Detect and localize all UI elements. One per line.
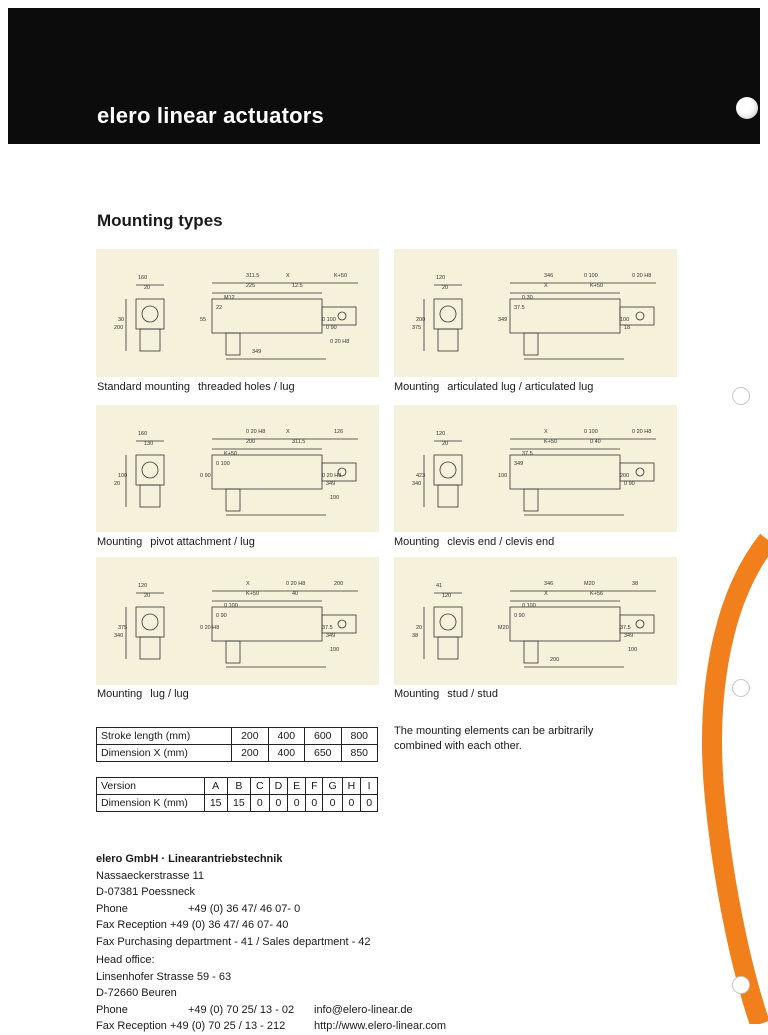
dimension-label: 38 (632, 581, 639, 587)
table-cell: E (288, 778, 306, 795)
drawing-housing (510, 299, 620, 333)
technical-drawing (96, 405, 379, 532)
dimension-label: 100 (628, 647, 638, 653)
dimension-label: 55 (200, 317, 207, 323)
drawing-end-view (136, 607, 164, 637)
dimension-label: 311.5 (292, 439, 306, 445)
dimension-label: 0 90 (514, 613, 525, 619)
drawing-motor (438, 485, 458, 507)
dimension-label: 0 20 H8 (246, 429, 266, 435)
table-cell: 400 (268, 745, 304, 762)
company-fax: Fax Reception +49 (0) 36 47/ 46 07- 40 (96, 919, 289, 931)
dimension-label: 0 100 (584, 429, 598, 435)
dimension-label: 120 (436, 275, 446, 281)
table-row (97, 728, 378, 745)
phone-label: Phone (96, 902, 128, 915)
drawing-motor-side (524, 489, 538, 511)
diagram-lug-lug (96, 557, 379, 685)
dimension-label: 0 20 H8 (200, 625, 220, 631)
caption-stud-stud: Mounting stud / stud (394, 688, 499, 700)
company-street: Nassaeckerstrasse 11 (96, 869, 205, 882)
phone-label: Phone (96, 1003, 128, 1016)
dimension-label: 0 30 (522, 295, 533, 301)
table-cell: H (342, 778, 361, 795)
drawing-motor-side (524, 333, 538, 355)
page-title: Mounting types (97, 211, 223, 230)
punch-hole-icon (732, 976, 750, 994)
head-office-fax: Fax Reception +49 (0) 70 25 / 13 - 212 (96, 1020, 286, 1032)
diagram-pivot-attachment (96, 405, 379, 532)
company-address (96, 851, 371, 950)
dimension-label: 200 (620, 473, 630, 479)
dimension-label: 423 (416, 473, 426, 479)
dimension-label: 130 (144, 441, 154, 447)
dimension-label: 349 (498, 317, 508, 323)
head-office-phone: +49 (0) 70 25/ 13 - 02 (188, 1003, 295, 1016)
dimension-label: 120 (442, 593, 452, 599)
dimension-label: 0 100 (216, 461, 230, 467)
table-row (97, 795, 378, 812)
punch-hole-icon (732, 387, 750, 405)
dimension-label: 38 (412, 633, 419, 639)
dimension-label: 126 (334, 429, 344, 435)
dimension-label: 225 (246, 283, 256, 289)
dimension-label: 100 (330, 647, 340, 653)
dimension-label: 30 (118, 317, 125, 323)
dimension-label: 12.5 (292, 283, 303, 289)
dimension-label: 346 (544, 581, 554, 587)
drawing-end-view (434, 299, 462, 329)
drawing-bore (440, 462, 456, 478)
header-title: elero linear actuators (97, 103, 324, 128)
dimension-label: 20 (416, 625, 423, 631)
header-banner (8, 8, 760, 144)
dimension-label: 20 (144, 285, 151, 291)
table-cell: 0 (361, 795, 378, 812)
dimension-label: 349 (326, 633, 336, 639)
diagram-standard-mounting (96, 249, 379, 377)
dimension-label: 37.5 (522, 451, 533, 457)
drawing-motor (438, 329, 458, 351)
dimension-label: X (286, 429, 290, 435)
dimension-label: 20 (114, 481, 121, 487)
dimension-label: 346 (544, 273, 554, 279)
dimension-label: M12 (224, 295, 235, 301)
drawing-bore (142, 306, 158, 322)
punch-hole-icon (736, 97, 758, 119)
table-cell: 600 (305, 728, 341, 745)
drawing-housing (212, 607, 322, 641)
drawing-end-view (136, 299, 164, 329)
caption-articulated-lug: Mounting articulated lug / articulated lug (394, 381, 594, 393)
head-office-city: D-72660 Beuren (96, 987, 177, 999)
dimension-label: 349 (252, 349, 262, 355)
email-link[interactable]: info@elero-linear.de (314, 1003, 413, 1016)
dimension-label: 0 20 H8 (632, 273, 652, 279)
dimension-label: 0 20 H8 (632, 429, 652, 435)
table-cell: I (361, 778, 378, 795)
table-cell: 200 (232, 728, 268, 745)
dimension-label: 349 (326, 481, 336, 487)
dimension-label: 375 (412, 325, 422, 331)
table-cell: 0 (342, 795, 361, 812)
table-cell: 400 (268, 728, 304, 745)
dimension-label: 100 (118, 473, 128, 479)
table-cell: Dimension K (mm) (97, 795, 205, 812)
drawing-housing (510, 607, 620, 641)
dimension-label: 18 (624, 325, 631, 331)
table-cell: Version (97, 778, 205, 795)
dimension-label: 37.5 (620, 625, 631, 631)
drawing-bore (440, 306, 456, 322)
dimension-label: 0 40 (590, 439, 601, 445)
drawing-motor-side (524, 641, 538, 663)
company-city: D-07381 Poessneck (96, 886, 196, 898)
dimension-label: X (544, 283, 548, 289)
dimension-label: 20 (442, 285, 449, 291)
head-office-address (96, 952, 447, 1035)
dimension-label: 0 20 H8 (330, 339, 350, 345)
dimension-label: 100 (330, 495, 340, 501)
dimension-label: K+50 (334, 273, 347, 279)
dimension-label: 0 90 (200, 473, 211, 479)
dimension-label: 37.5 (322, 625, 333, 631)
drawing-lug-hole (636, 468, 644, 476)
dimension-label: 0 20 H8 (286, 581, 306, 587)
dimension-label: K+50 (590, 283, 603, 289)
dimension-label: 0 20 H8 (322, 473, 342, 479)
head-office-street: Linsenhofer Strasse 59 - 63 (96, 970, 232, 983)
dimension-label: 40 (292, 591, 299, 597)
company-phone: +49 (0) 36 47/ 46 07- 0 (188, 902, 301, 915)
dimension-label: M20 (498, 625, 509, 631)
table-cell: G (323, 778, 342, 795)
table-cell: B (227, 778, 250, 795)
dimension-label: 20 (442, 441, 449, 447)
dimension-label: 0 100 (584, 273, 598, 279)
drawing-housing (510, 455, 620, 489)
dimension-label: X (544, 429, 548, 435)
dimension-label: 0 100 (224, 603, 238, 609)
dimension-label: 120 (436, 431, 446, 437)
dimension-label: 20 (144, 593, 151, 599)
dimension-label: 160 (138, 431, 148, 437)
drawing-lug-hole (338, 312, 346, 320)
caption-pivot-attachment: Mounting pivot attachment / lug (97, 536, 255, 548)
technical-drawing (96, 557, 379, 685)
drawing-end-view (434, 455, 462, 485)
dimension-label: 349 (514, 461, 524, 467)
technical-drawing (394, 405, 677, 532)
head-office-fax-row (96, 1018, 447, 1035)
table-cell: Stroke length (mm) (97, 728, 232, 745)
drawing-motor (140, 329, 160, 351)
dimension-label: 22 (216, 305, 223, 311)
table-cell: 0 (306, 795, 323, 812)
punch-hole-icon (732, 679, 750, 697)
drawing-end-view (136, 455, 164, 485)
table-cell: D (269, 778, 288, 795)
dimension-label: 200 (550, 657, 560, 663)
dimension-label: 100 (498, 473, 508, 479)
dimension-label: 340 (412, 481, 422, 487)
drawing-motor (140, 637, 160, 659)
table-cell: A (204, 778, 227, 795)
drawing-bore (142, 462, 158, 478)
table-cell: 0 (250, 795, 269, 812)
table-row (97, 745, 378, 762)
drawing-lug-hole (636, 620, 644, 628)
drawing-motor (438, 637, 458, 659)
drawing-motor (140, 485, 160, 507)
table-cell: 200 (232, 745, 268, 762)
mounting-note: The mounting elements can be arbitrarily combined with each other. (394, 725, 594, 752)
dimension-label: 0 90 (216, 613, 227, 619)
dimension-label: M20 (584, 581, 595, 587)
dimension-label: 200 (114, 325, 124, 331)
dimension-label: 200 (334, 581, 344, 587)
dimension-label: 200 (246, 439, 256, 445)
drawing-bore (142, 614, 158, 630)
caption-standard-mounting: Standard mounting threaded holes / lug (97, 381, 295, 393)
diagram-articulated-lug (394, 249, 677, 377)
table-cell: Dimension X (mm) (97, 745, 232, 762)
technical-drawing (394, 249, 677, 377)
technical-drawing (394, 557, 677, 685)
dimension-label: 120 (138, 583, 148, 589)
table-cell: 850 (341, 745, 378, 762)
diagram-clevis-end (394, 405, 677, 532)
dimension-label: K+50 (544, 439, 557, 445)
table-cell: 15 (204, 795, 227, 812)
dimension-label: K+50 (224, 451, 237, 457)
dimension-label: 0 90 (326, 325, 337, 331)
drawing-lug-hole (636, 312, 644, 320)
dimension-label: 311.5 (246, 273, 260, 279)
version-table (96, 777, 378, 812)
head-office-label: Head office: (96, 954, 155, 966)
table-cell: 800 (341, 728, 378, 745)
caption-clevis-end: Mounting clevis end / clevis end (394, 536, 555, 548)
dimension-label: 0 100 (522, 603, 536, 609)
dimension-label: 41 (436, 583, 443, 589)
diagram-stud-stud (394, 557, 677, 685)
table-cell: F (306, 778, 323, 795)
table-cell: C (250, 778, 269, 795)
dimension-label: 0 90 (624, 481, 635, 487)
dimension-label: K+50 (246, 591, 259, 597)
dimension-label: X (246, 581, 250, 587)
table-row (97, 778, 378, 795)
table-cell: 650 (305, 745, 341, 762)
dimension-label: X (286, 273, 290, 279)
drawing-motor-side (226, 333, 240, 355)
dimension-label: 200 (416, 317, 426, 323)
dimension-label: 349 (624, 633, 634, 639)
website-link[interactable]: http://www.elero-linear.com (314, 1020, 447, 1032)
drawing-motor-side (226, 641, 240, 663)
dimension-label: K+56 (590, 591, 603, 597)
company-fax-departments: Fax Purchasing department - 41 / Sales department - 42 (96, 935, 371, 948)
technical-drawing (96, 249, 379, 377)
drawing-housing (212, 299, 322, 333)
table-cell: 0 (323, 795, 342, 812)
dimension-label: 375 (118, 625, 128, 631)
head-office-phone-row (96, 1002, 413, 1019)
dimension-label: 37.5 (514, 305, 525, 311)
drawing-end-view (434, 607, 462, 637)
table-cell: 0 (288, 795, 306, 812)
caption-lug-lug: Mounting lug / lug (97, 688, 189, 700)
table-cell: 15 (227, 795, 250, 812)
stroke-length-table (96, 727, 378, 762)
drawing-bore (440, 614, 456, 630)
company-phone-row (96, 901, 371, 918)
dimension-label: 100 (620, 317, 630, 323)
drawing-motor-side (226, 489, 240, 511)
dimension-label: X (544, 591, 548, 597)
dimension-label: 160 (138, 275, 148, 281)
drawing-lug-hole (338, 620, 346, 628)
dimension-label: 340 (114, 633, 124, 639)
dimension-label: 0 100 (322, 317, 336, 323)
table-cell: 0 (269, 795, 288, 812)
company-name: elero GmbH · Linearantriebstechnik (96, 853, 283, 865)
